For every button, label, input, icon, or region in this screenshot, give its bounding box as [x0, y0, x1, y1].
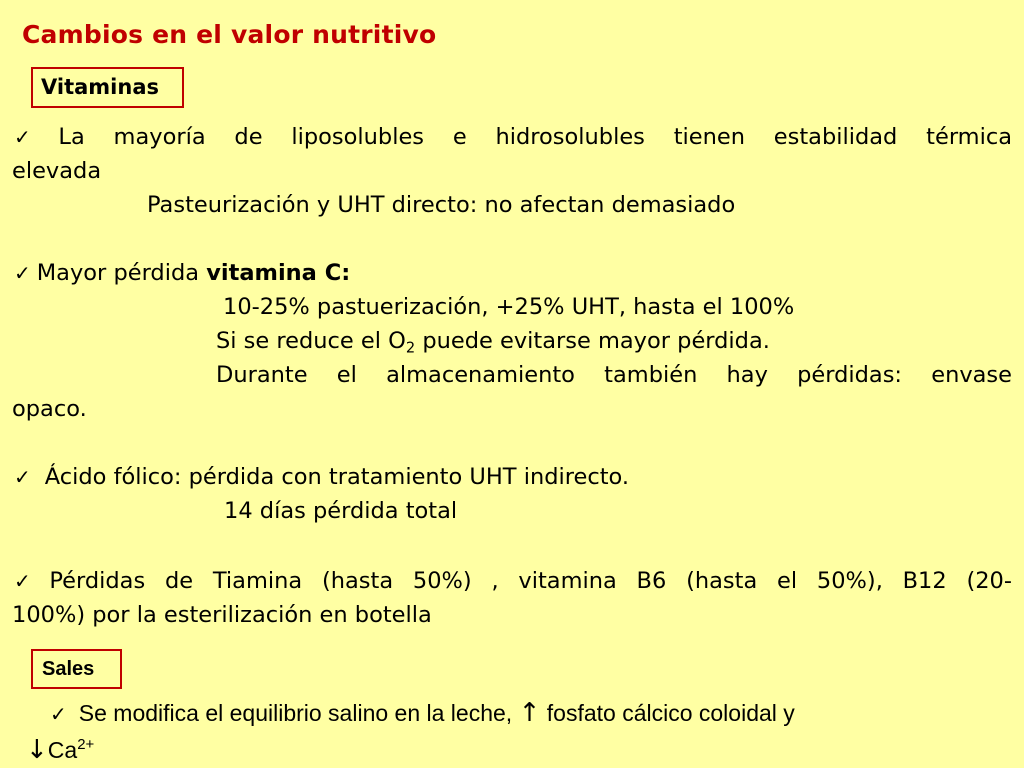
arrow-up-icon: ↑: [518, 698, 541, 728]
bullet-2-sub-3-line-2: opaco.: [12, 396, 87, 422]
bullet-4-text: Pérdidas de Tiamina (hasta 50%) , vitamina B6 (hasta el 50%), B12 (20-: [49, 568, 1012, 594]
bullet-5-text-1: Se modifica el equilibrio salino en la leche,: [78, 700, 519, 726]
slide-title: Cambios en el valor nutritivo: [22, 20, 437, 49]
bullet-1-text: La mayoría de liposolubles e hidrosolubles tienen estabilidad térmica: [58, 124, 1012, 150]
bullet-5-text-2: fosfato cálcico coloidal y: [540, 700, 795, 726]
bullet-2-line-1: [14, 256, 350, 290]
bullet-4-line-1: [14, 564, 1012, 598]
bullet-2-sub-2-post: puede evitarse mayor pérdida.: [415, 328, 770, 354]
bullet-4-line-2: 100%) por la esterilización en botella: [12, 602, 432, 628]
calcium-symbol: Ca: [47, 736, 78, 763]
check-icon: ✓: [50, 702, 67, 726]
bullet-3-line-1: [14, 460, 629, 494]
bullet-2-sub-3: Durante el almacenamiento también hay pérdidas: envase: [216, 362, 1012, 388]
bullet-2-sub-2-subscript: 2: [405, 339, 416, 357]
section-label-vitaminas: Vitaminas: [31, 67, 184, 108]
calcium-charge: 2+: [77, 736, 95, 753]
bullet-5-line-1: [50, 696, 795, 731]
bullet-1-subline: Pasteurización y UHT directo: no afectan demasiado: [147, 192, 736, 218]
bullet-5-line-2: [26, 728, 94, 767]
arrow-down-icon: ↓: [26, 734, 48, 765]
bullet-2-sub-2-pre: Si se reduce el O: [216, 328, 406, 354]
check-icon: ✓: [14, 465, 31, 489]
check-icon: ✓: [14, 261, 31, 285]
section-label-sales: Sales: [31, 649, 122, 689]
bullet-2-sub-1: 10-25% pastuerización, +25% UHT, hasta el 100%: [223, 294, 795, 320]
bullet-1-line-1: [14, 120, 1012, 154]
bullet-3-line-2: 14 días pérdida total: [224, 498, 458, 524]
bullet-2-bold: vitamina C:: [206, 260, 351, 286]
bullet-3-text: Ácido fólico: pérdida con tratamiento UHT indirecto.: [44, 464, 630, 490]
check-icon: ✓: [14, 569, 44, 593]
bullet-2-lead: Mayor pérdida: [36, 260, 207, 286]
bullet-1-line-2: elevada: [12, 158, 102, 184]
check-icon: ✓: [14, 125, 53, 149]
